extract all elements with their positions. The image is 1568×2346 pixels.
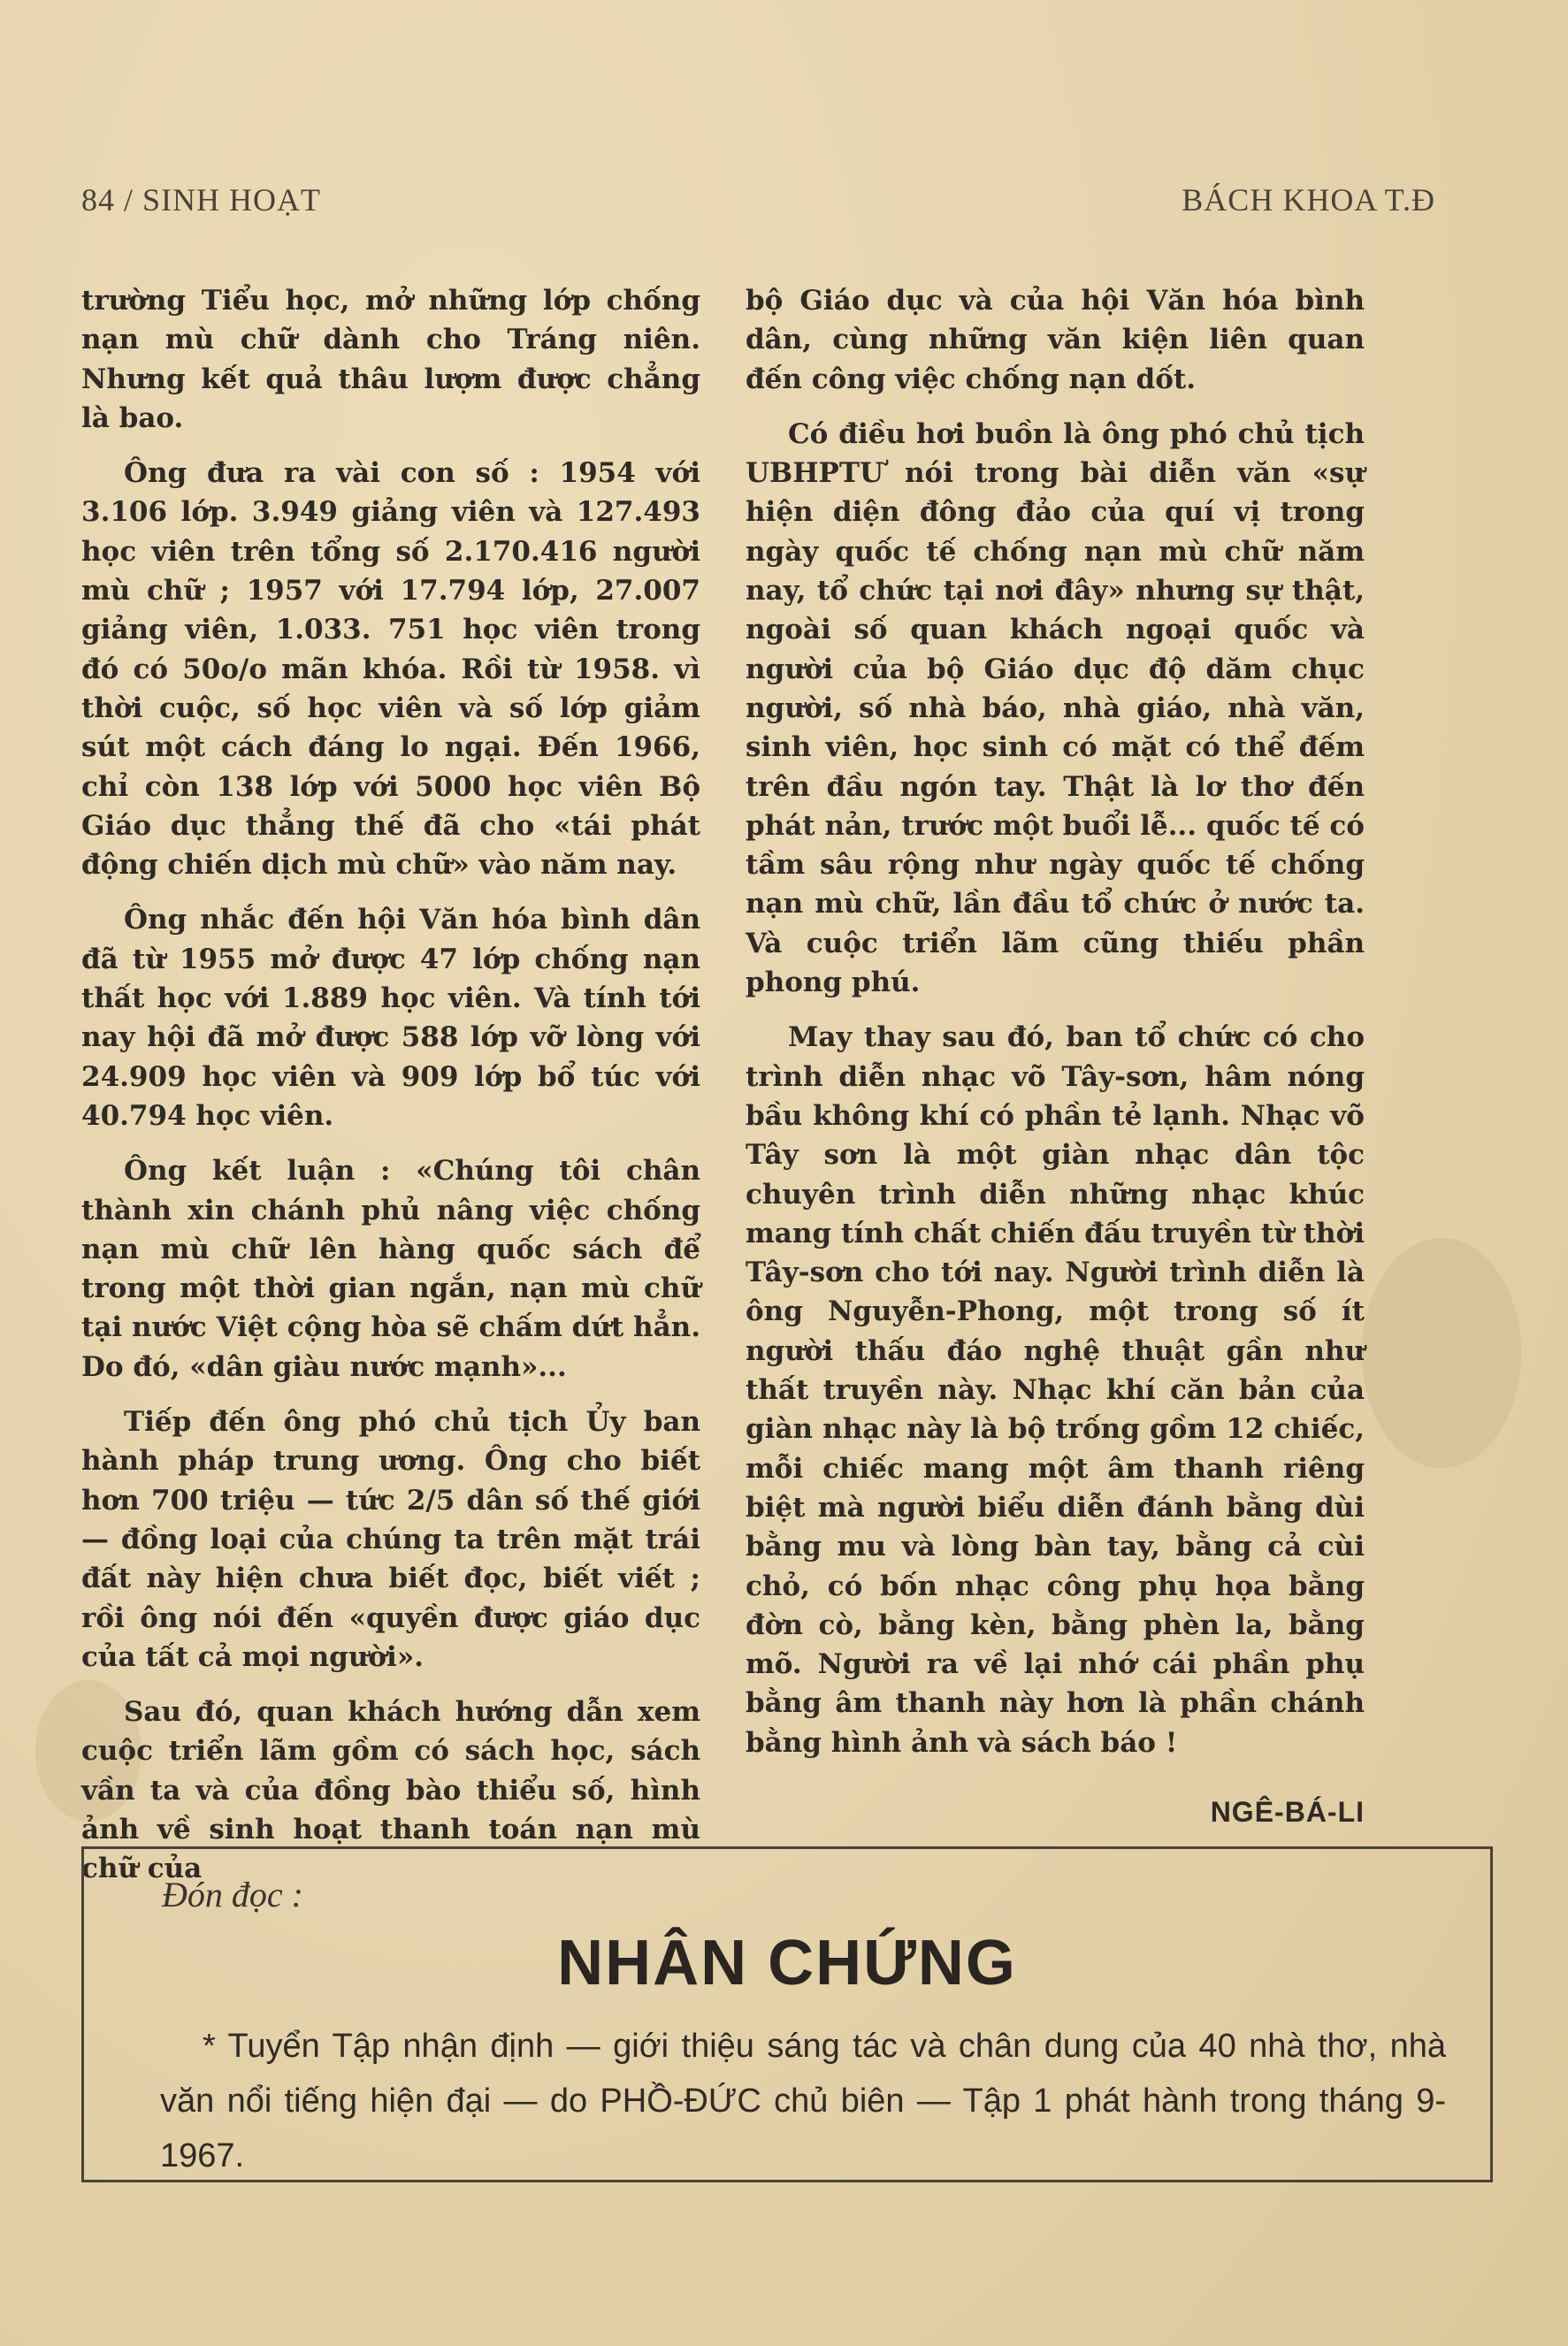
- left-column: [81, 281, 700, 1889]
- right-column: [746, 281, 1365, 1831]
- page-number-section: 84 / SINH HOẠT: [81, 182, 321, 218]
- magazine-title: BÁCH KHOA T.Đ: [1182, 182, 1435, 218]
- page-header: [81, 181, 1435, 225]
- ad-text: * Tuyển Tập nhận định — giới thiệu sáng tác và chân dung của 40 nhà thơ, nhà văn nổi tiếng hiện đại — do PHỒ-ĐỨC chủ biên — Tập 1 phát hành trong tháng 9-1967.: [160, 2028, 1446, 2174]
- paragraph: bộ Giáo dục và của hội Văn hóa bình dân, cùng những văn kiện liên quan đến công việc chống nạn dốt.: [746, 285, 1365, 395]
- paper-stain: [1362, 1238, 1521, 1468]
- paragraph: Có điều hơi buồn là ông phó chủ tịch UBHPTƯ nói trong bài diễn văn «sự hiện diện đông đảo của quí vị trong ngày quốc tế chống nạn mù chữ năm nay, tổ chức tại nơi đây» nhưng sự thật, ngoài số quan khách ngoại quốc và người của bộ Giáo dục độ dăm chục người, số nhà báo, nhà giáo, nhà văn, sinh viên, học sinh có mặt có thể đếm trên đầu ngón tay. Thật là lơ thơ đến phát nản, trước một buổi lễ... quốc tế có tầm sâu rộng như ngày quốc tế chống nạn mù chữ, lần đầu tổ chức ở nước ta. Và cuộc triển lãm cũng thiếu phần phong phú.: [746, 417, 1365, 999]
- ad-lead: Đón đọc :: [162, 1875, 303, 1914]
- paragraph: trường Tiểu học, mở những lớp chống nạn mù chữ dành cho Tráng niên. Nhưng kết quả thâu lượm được chẳng là bao.: [81, 285, 700, 434]
- paragraph: Ông kết luận : «Chúng tôi chân thành xin chánh phủ nâng việc chống nạn mù chữ lên hàng quốc sách để trong một thời gian ngắn, nạn mù chữ tại nước Việt cộng hòa sẽ chấm dứt hẳn. Do đó, «dân giàu nước mạnh»...: [81, 1155, 700, 1383]
- ad-title: NHÂN CHỨNG: [557, 1928, 1017, 1998]
- paragraph: May thay sau đó, ban tổ chức có cho trình diễn nhạc võ Tây-sơn, hâm nóng bầu không khí có phần tẻ lạnh. Nhạc võ Tây sơn là một giàn nhạc dân tộc chuyên trình diễn những nhạc khúc mang tính chất chiến đấu truyền từ thời Tây-sơn cho tới nay. Người trình diễn là ông Nguyễn-Phong, một trong số ít người thấu đáo nghệ thuật gần như thất truyền này. Nhạc khí căn bản của giàn nhạc này là bộ trống gồm 12 chiếc, mỗi chiếc mang một âm thanh riêng biệt mà người biểu diễn đánh bằng dùi bằng mu và lòng bàn tay, bằng cả cùi chỏ, có bốn nhạc công phụ họa bằng đờn cò, bằng kèn, bằng phèn la, bằng mõ. Người ra về lại nhớ cái phần phụ bằng âm thanh này hơn là phần chánh bằng hình ảnh và sách báo !: [746, 1021, 1365, 1759]
- paragraph: Tiếp đến ông phó chủ tịch Ủy ban hành pháp trung ương. Ông cho biết hơn 700 triệu — tức 2/5 dân số thế giới — đồng loại của chúng ta trên mặt trái đất này hiện chưa biết đọc, biết viết ; rồi ông nói đến «quyền được giáo dục của tất cả mọi người».: [81, 1406, 700, 1673]
- paragraph: Ông nhắc đến hội Văn hóa bình dân đã từ 1955 mở được 47 lớp chống nạn thất học với 1.889 học viên. Và tính tới nay hội đã mở được 588 lớp vỡ lòng với 24.909 học viên và 909 lớp bổ túc với 40.794 học viên.: [81, 904, 700, 1132]
- author-signature: NGÊ-BÁ-LI: [1210, 1795, 1365, 1828]
- paragraph: Ông đưa ra vài con số : 1954 với 3.106 lớp. 3.949 giảng viên và 127.493 học viên trên tổng số 2.170.416 người mù chữ ; 1957 với 17.794 lớp, 27.007 giảng viên, 1.033. 751 học viên trong đó có 50o/o mãn khóa. Rồi từ 1958. vì thời cuộc, số học viên và số lớp giảm sút một cách đáng lo ngại. Đến 1966, chỉ còn 138 lớp với 5000 học viên Bộ Giáo dục thẳng thế đã cho «tái phát động chiến dịch mù chữ» vào năm nay.: [81, 457, 700, 882]
- paragraph: Sau đó, quan khách hướng dẫn xem cuộc triển lãm gồm có sách học, sách vần ta và của đồng bào thiểu số, hình ảnh về sinh hoạt thanh toán nạn mù chữ của: [81, 1696, 700, 1885]
- ad-description: [160, 2019, 1446, 2183]
- advertisement-box: [81, 1846, 1493, 2182]
